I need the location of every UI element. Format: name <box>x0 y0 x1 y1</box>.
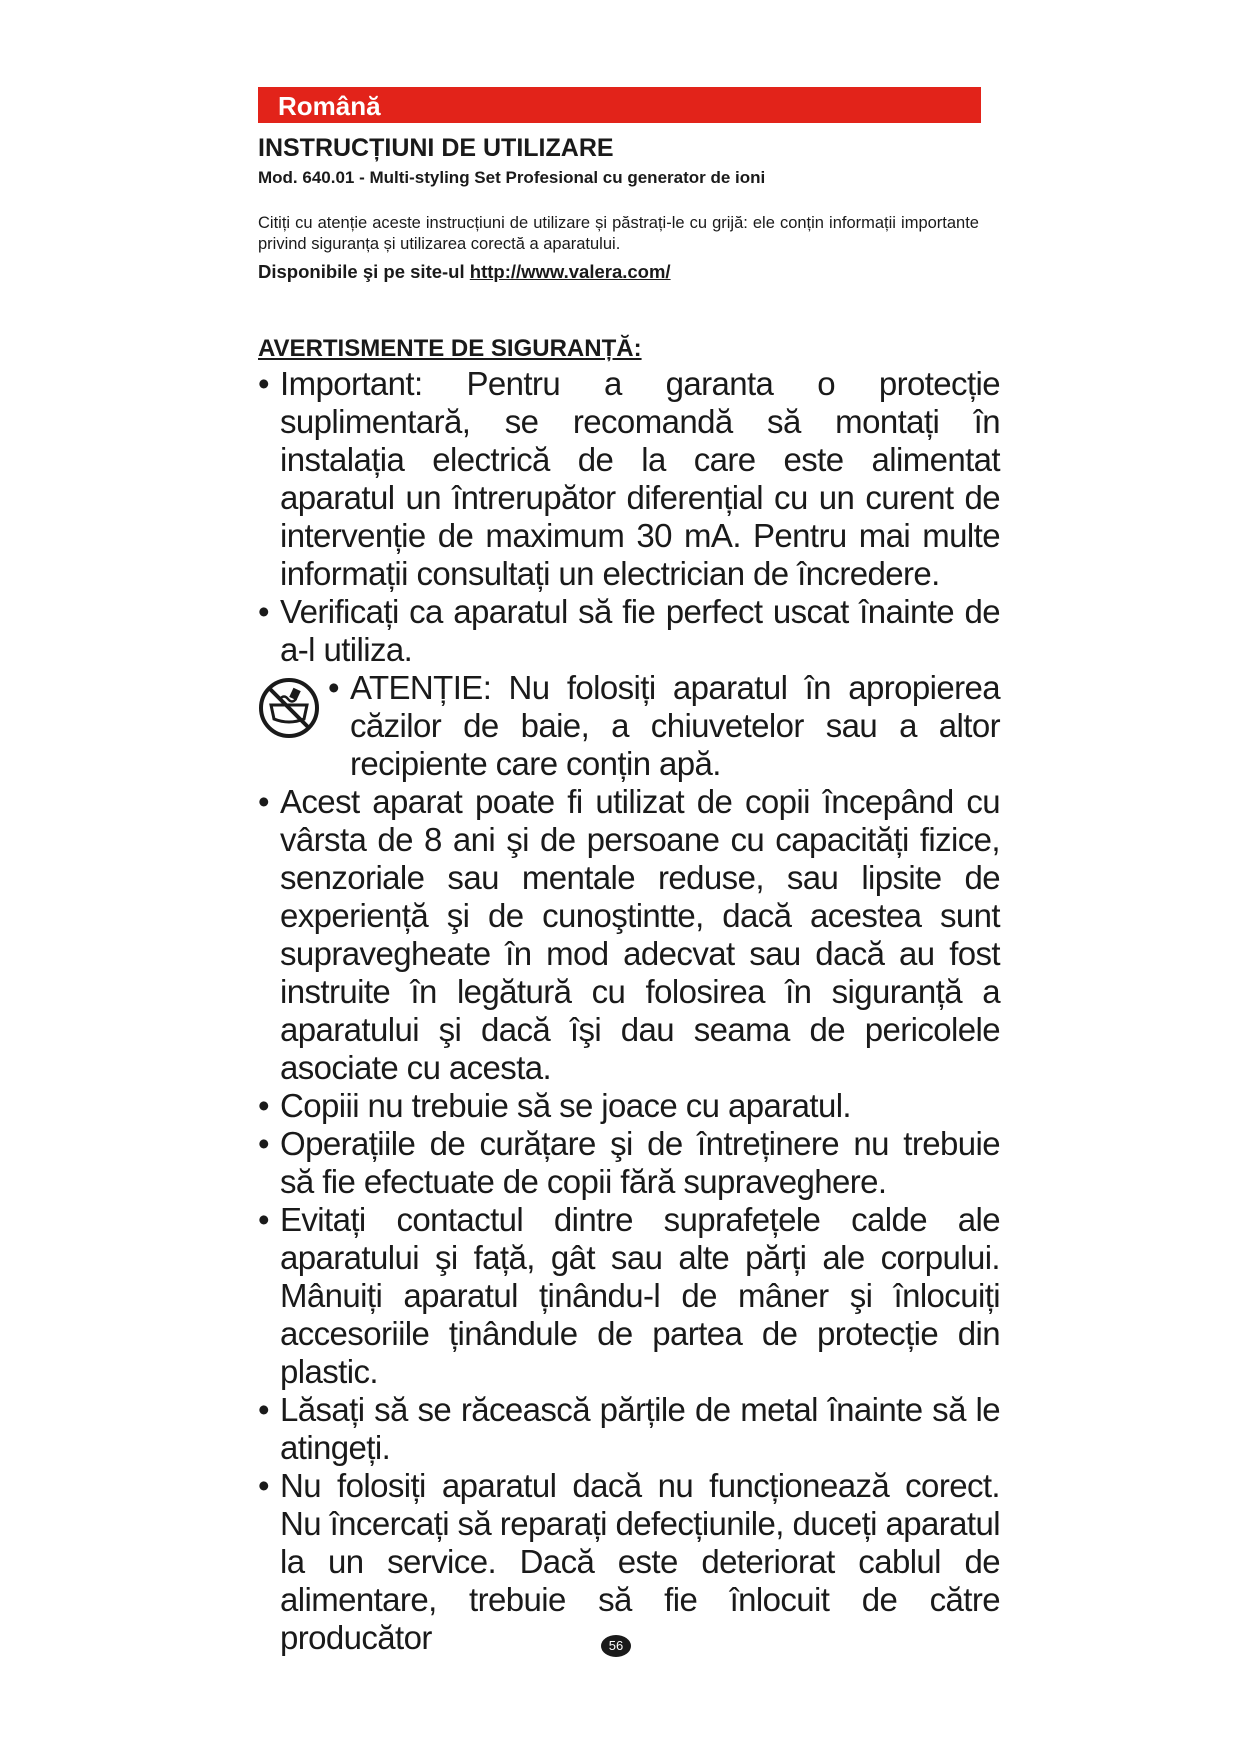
bullet: • <box>258 1087 269 1124</box>
warnings-list <box>258 365 1000 1657</box>
website-link[interactable]: http://www.valera.com/ <box>469 261 671 282</box>
list-item-text: Evitați contactul dintre suprafețele calde ale aparatului şi față, gât sau alte părți ale corpului. Mânuiți aparatul ținându-l de mâner şi înlocuiți accesoriile ținândule de partea de protecție din plastic. <box>280 1201 1000 1390</box>
no-bath-warning-icon <box>258 677 320 739</box>
list-item <box>258 593 1000 669</box>
list-item-text: Important: Pentru a garanta o protecție suplimentară, se recomandă să montați în instalația electrică de la care este alimentat aparatul un întrerupător diferențial cu un curent de intervenție de maximum 30 mA. Pentru mai multe informații consultați un electrician de încredere. <box>280 365 1000 592</box>
intro-text: Citiți cu atenție aceste instrucțiuni de utilizare și păstrați-le cu grijă: ele conțin informații importante privind siguranța și utilizarea corectă a aparatului. <box>258 214 979 253</box>
availability-line <box>258 261 671 283</box>
model-subtitle: Mod. 640.01 - Multi-styling Set Profesional cu generator de ioni <box>258 168 766 187</box>
bullet: • <box>328 669 339 706</box>
list-item <box>258 1125 1000 1201</box>
list-item-text: Nu folosiți aparatul dacă nu funcționează corect. Nu încercați să reparați defecțiunile, duceți aparatul la un service. Dacă este deteriorat cablul de alimentare, trebuie să fie înlocuit de către producător <box>280 1467 1000 1656</box>
list-item <box>258 1391 1000 1467</box>
bullet: • <box>258 1467 269 1504</box>
list-item-text: ATENȚIE: Nu folosiți aparatul în apropierea căzilor de baie, a chiuvetelor sau a altor recipiente care conțin apă. <box>350 669 1000 782</box>
list-item <box>258 669 1000 783</box>
list-item <box>258 365 1000 593</box>
list-item-text: Copiii nu trebuie să se joace cu aparatul. <box>280 1087 851 1124</box>
page-title: INSTRUCȚIUNI DE UTILIZARE <box>258 134 614 162</box>
bullet: • <box>258 1125 269 1162</box>
language-label: Română <box>278 91 381 121</box>
section-title: AVERTISMENTE DE SIGURANȚĂ: <box>258 335 642 362</box>
availability-label: Disponibile şi pe site-ul <box>258 261 470 282</box>
list-item <box>258 1201 1000 1391</box>
list-item <box>258 783 1000 1087</box>
list-item <box>258 1087 1000 1125</box>
bullet: • <box>258 783 269 820</box>
list-item <box>258 1467 1000 1657</box>
bullet: • <box>258 593 269 630</box>
bullet: • <box>258 365 269 402</box>
bullet: • <box>258 1201 269 1238</box>
page-number: 56 <box>601 1635 631 1657</box>
bullet: • <box>258 1391 269 1428</box>
list-item-text: Acest aparat poate fi utilizat de copii începând cu vârsta de 8 ani şi de persoane cu capacități fizice, senzoriale sau mentale reduse, sau lipsite de experiență şi de cunoştintte, dacă acestea sunt supravegheate în mod adecvat sau dacă au fost instruite în legătură cu folosirea în siguranță a aparatului şi dacă îşi dau seama de pericolele asociate cu acesta. <box>280 783 1000 1086</box>
list-item-text: Lăsați să se răcească părțile de metal înainte să le atingeți. <box>280 1391 1000 1466</box>
list-item-text: Verificați ca aparatul să fie perfect uscat înainte de a-l utiliza. <box>280 593 1000 668</box>
language-banner <box>258 87 981 123</box>
list-item-text: Operațiile de curățare şi de întreținere nu trebuie să fie efectuate de copii fără supraveghere. <box>280 1125 1000 1200</box>
